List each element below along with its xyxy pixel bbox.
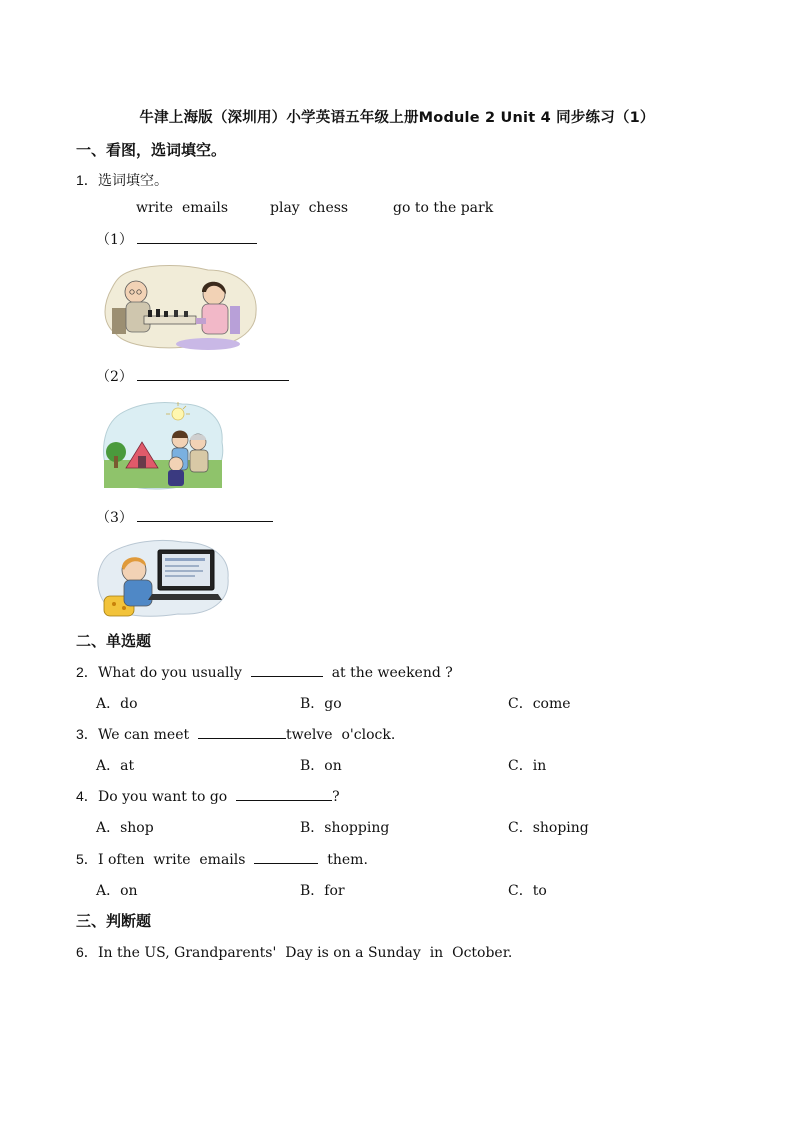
question-5: [76, 849, 368, 869]
option-b[interactable]: B．for: [300, 883, 345, 899]
option-b[interactable]: B．go: [300, 696, 342, 712]
question-text: In the US, Grandparents' Day is on a Sunday in October.: [98, 945, 513, 961]
question-2: [76, 662, 453, 682]
fill-item-2: [96, 366, 289, 386]
answer-blank[interactable]: [137, 366, 289, 381]
question-number: 3．: [76, 726, 98, 742]
word-option-1: write emails: [136, 200, 229, 216]
answer-blank[interactable]: [254, 849, 318, 864]
question-number: 4．: [76, 788, 98, 804]
section-heading-2: 二、单选题: [76, 632, 152, 650]
question-text-after: ?: [332, 789, 340, 805]
chess-picture: [98, 262, 260, 354]
question-number: 2．: [76, 664, 98, 680]
answer-blank[interactable]: [198, 724, 286, 739]
question-text-after: at the weekend ?: [322, 665, 453, 681]
page-title: 牛津上海版（深圳用）小学英语五年级上册Module 2 Unit 4 同步练习（1）: [139, 110, 655, 126]
answer-blank[interactable]: [251, 662, 323, 677]
option-a[interactable]: A．shop: [96, 820, 154, 836]
option-c[interactable]: C．in: [508, 758, 547, 774]
question-4: [76, 786, 340, 806]
question-text-before: Do you want to go: [98, 789, 237, 805]
answer-blank[interactable]: [236, 786, 332, 801]
question-text-after: twelve o'clock.: [286, 727, 396, 743]
question-6: [76, 942, 512, 962]
option-c[interactable]: C．shoping: [508, 820, 589, 836]
section-heading-3: 三、判断题: [76, 912, 152, 930]
option-c[interactable]: C．to: [508, 883, 547, 899]
option-a[interactable]: A．at: [96, 758, 135, 774]
option-b[interactable]: B．on: [300, 758, 342, 774]
question-1: [76, 170, 168, 190]
question-number: 1．: [76, 172, 98, 188]
question-number: 6．: [76, 944, 98, 960]
item-label: （1）: [96, 232, 133, 248]
question-text-before: We can meet: [98, 727, 199, 743]
item-label: （2）: [96, 369, 133, 385]
word-option-3: go to the park: [393, 200, 494, 216]
question-text-before: I often write emails: [98, 852, 255, 868]
item-label: （3）: [96, 510, 133, 526]
option-a[interactable]: A．do: [96, 696, 138, 712]
option-b[interactable]: B．shopping: [300, 820, 390, 836]
option-c[interactable]: C．come: [508, 696, 571, 712]
computer-picture: [94, 538, 232, 620]
option-a[interactable]: A．on: [96, 883, 138, 899]
question-text-after: them.: [318, 852, 368, 868]
question-number: 5．: [76, 851, 98, 867]
word-option-2: play chess: [270, 200, 349, 216]
fill-item-1: [96, 229, 257, 249]
question-3: [76, 724, 395, 744]
question-text: 选词填空。: [98, 173, 168, 189]
question-text-before: What do you usually: [98, 665, 251, 681]
answer-blank[interactable]: [137, 229, 257, 244]
fill-item-3: [96, 507, 273, 527]
answer-blank[interactable]: [137, 507, 273, 522]
section-heading-1: 一、看图，选词填空。: [76, 141, 227, 159]
park-picture: [98, 398, 228, 494]
